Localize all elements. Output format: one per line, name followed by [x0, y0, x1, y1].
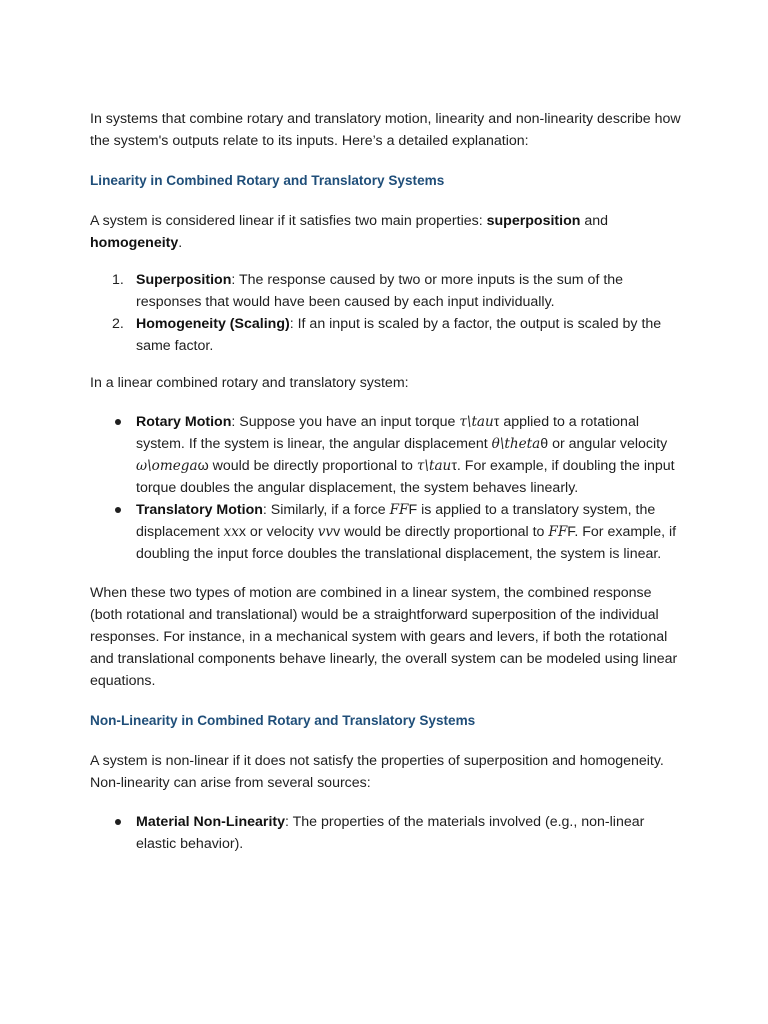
- rotary-term: Rotary Motion: [136, 414, 232, 430]
- sources-list: [90, 811, 682, 855]
- source-text: : The properties of the materials involved (e.g., non-linear elastic behavior).: [136, 814, 645, 852]
- list-item: [90, 811, 682, 855]
- list-item: [90, 313, 682, 357]
- nonlinearity-definition: A system is non-linear if it does not satisfy the properties of superposition and homogeneity. Non-linearity can arise from several sources:: [90, 753, 664, 791]
- list-item: [90, 499, 682, 565]
- source-term: Material Non-Linearity: [136, 814, 285, 830]
- rotary-text: θ or angular velocity: [540, 436, 668, 452]
- translatory-text: F. For example, if doubling the input force doubles the translational displacement, the system is linear.: [136, 524, 677, 562]
- document-page: [90, 108, 682, 855]
- translatory-text: v would be directly proportional to: [333, 524, 549, 540]
- list-item: [90, 269, 682, 313]
- motion-list: [90, 411, 682, 565]
- math-theta: θ\theta: [491, 436, 541, 452]
- linear-system-lead: In a linear combined rotary and translatory system:: [90, 375, 409, 391]
- bullet-icon: [115, 507, 121, 513]
- property-text: : If an input is scaled by a factor, the output is scaled by the same factor.: [136, 316, 662, 354]
- math-displacement: xx: [223, 524, 239, 540]
- nonlinearity-heading: Non-Linearity in Combined Rotary and Translatory Systems: [90, 713, 476, 728]
- list-number: 1.: [112, 272, 124, 288]
- translatory-term: Translatory Motion: [136, 502, 263, 518]
- rotary-text: : Suppose you have an input torque: [231, 414, 460, 430]
- definition-text: A system is considered linear if it satisfies two main properties:: [90, 213, 487, 229]
- definition-conjunction: and: [580, 213, 609, 229]
- math-velocity: vv: [317, 524, 334, 540]
- intro-paragraph: In systems that combine rotary and translatory motion, linearity and non-linearity describe how the system's outputs relate to its inputs. Here’s a detailed explanation:: [90, 111, 681, 149]
- translatory-text: x or velocity: [238, 524, 318, 540]
- rotary-text: ω would be directly proportional to: [197, 458, 417, 474]
- property-text: : The response caused by two or more inputs is the sum of the responses that would have been caused by each input individually.: [136, 272, 624, 310]
- definition-period: .: [178, 235, 183, 251]
- rotary-text: τ. For example, if doubling the input torque doubles the angular displacement, the system behaves linearly.: [136, 458, 675, 496]
- translatory-text: : Similarly, if a force: [262, 502, 390, 518]
- property-term: Superposition: [136, 272, 232, 288]
- property-term: Homogeneity (Scaling): [136, 316, 290, 332]
- properties-list: [90, 269, 682, 357]
- math-tau: τ\tau: [459, 414, 494, 430]
- linearity-definition: [90, 210, 682, 254]
- homogeneity-term: homogeneity: [90, 235, 179, 251]
- math-force: FF: [389, 502, 409, 518]
- rotary-text: τ applied to a rotational system. If the system is linear, the angular displacement: [136, 414, 639, 452]
- math-force: FF: [548, 524, 568, 540]
- bullet-icon: [115, 419, 121, 425]
- superposition-term: superposition: [486, 213, 581, 229]
- list-number: 2.: [112, 316, 124, 332]
- bullet-icon: [115, 819, 121, 825]
- math-omega: ω\omega: [136, 458, 198, 474]
- combined-paragraph: When these two types of motion are combined in a linear system, the combined response (both rotational and translational) would be a straightforward superposition of the individual responses. For instance, in a mechanical system with gears and levers, if both the rotational and translational components behave linearly, the overall system can be modeled using linear equations.: [90, 585, 678, 689]
- linearity-heading: Linearity in Combined Rotary and Translatory Systems: [90, 173, 445, 188]
- list-item: [90, 411, 682, 499]
- math-tau: τ\tau: [416, 458, 452, 474]
- translatory-text: F is applied to a translatory system, the displacement: [136, 502, 656, 540]
